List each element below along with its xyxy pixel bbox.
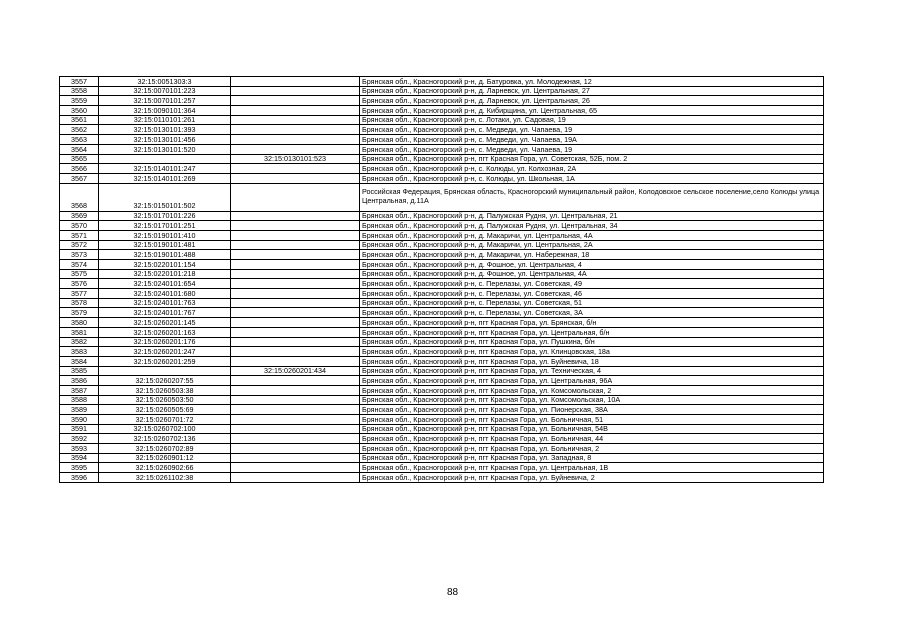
cadastral-number-alt-cell — [231, 347, 360, 357]
table-row — [60, 347, 824, 357]
cadastral-number-cell: 32:15:0260702:100 — [99, 424, 231, 434]
cadastral-number-alt-cell — [231, 298, 360, 308]
address-cell: Брянская обл., Красногорский р-н, пгт Красная Гора, ул. Брянская, б/н — [360, 318, 824, 328]
cadastral-number-alt-cell — [231, 115, 360, 125]
cadastral-number-cell: 32:15:0170101:226 — [99, 211, 231, 221]
row-number-cell: 3569 — [60, 211, 99, 221]
row-number-cell: 3594 — [60, 453, 99, 463]
cadastral-number-cell: 32:15:0170101:251 — [99, 221, 231, 231]
address-cell: Брянская обл., Красногорский р-н, с. Колюды, ул. Колхозная, 2А — [360, 164, 824, 174]
row-number-cell: 3579 — [60, 308, 99, 318]
address-cell: Брянская обл., Красногорский р-н, пгт Красная Гора, ул. Техническая, 4 — [360, 366, 824, 376]
row-number-cell: 3560 — [60, 106, 99, 116]
cadastral-number-cell: 32:15:0070101:257 — [99, 96, 231, 106]
table-row — [60, 211, 824, 221]
row-number-cell: 3570 — [60, 221, 99, 231]
address-cell: Брянская обл., Красногорский р-н, пгт Красная Гора, ул. Больничная, 2 — [360, 444, 824, 454]
table-row — [60, 240, 824, 250]
address-cell: Брянская обл., Красногорский р-н, с. Медведи, ул. Чапаева, 19 — [360, 144, 824, 154]
address-cell: Брянская обл., Красногорский р-н, пгт Красная Гора, ул. Больничная, 44 — [360, 434, 824, 444]
table-row — [60, 308, 824, 318]
row-number-cell: 3563 — [60, 135, 99, 145]
registry-table-body — [60, 77, 824, 483]
address-cell: Брянская обл., Красногорский р-н, пгт Красная Гора, ул. Центральная, б/н — [360, 327, 824, 337]
address-cell: Брянская обл., Красногорский р-н, с. Медведи, ул. Чапаева, 19 — [360, 125, 824, 135]
address-cell: Брянская обл., Красногорский р-н, д. Макаричи, ул. Набережная, 18 — [360, 250, 824, 260]
table-row — [60, 318, 824, 328]
table-row — [60, 260, 824, 270]
address-cell: Брянская обл., Красногорский р-н, д. Палужская Рудня, ул. Центральная, 34 — [360, 221, 824, 231]
cadastral-number-alt-cell — [231, 269, 360, 279]
cadastral-number-cell: 32:15:0130101:393 — [99, 125, 231, 135]
row-number-cell: 3587 — [60, 385, 99, 395]
row-number-cell: 3596 — [60, 473, 99, 483]
cadastral-number-alt-cell — [231, 96, 360, 106]
cadastral-number-cell: 32:15:0220101:218 — [99, 269, 231, 279]
address-cell: Российская Федерация, Брянская область, Красногорский муниципальный район, Колодовское сельское поселение,село Колюды улица Центральная, д.11А — [360, 183, 824, 211]
row-number-cell: 3582 — [60, 337, 99, 347]
cadastral-number-alt-cell — [231, 308, 360, 318]
row-number-cell: 3591 — [60, 424, 99, 434]
table-row — [60, 298, 824, 308]
cadastral-number-alt-cell — [231, 376, 360, 386]
table-row — [60, 405, 824, 415]
cadastral-number-alt-cell — [231, 405, 360, 415]
address-cell: Брянская обл., Красногорский р-н, с. Колюды, ул. Школьная, 1А — [360, 173, 824, 183]
address-cell: Брянская обл., Красногорский р-н, с. Перелазы, ул. Советская, 3А — [360, 308, 824, 318]
cadastral-number-alt-cell — [231, 473, 360, 483]
table-row — [60, 144, 824, 154]
table-row — [60, 250, 824, 260]
row-number-cell: 3564 — [60, 144, 99, 154]
row-number-cell: 3583 — [60, 347, 99, 357]
table-row — [60, 164, 824, 174]
cadastral-number-alt-cell — [231, 240, 360, 250]
cadastral-number-cell: 32:15:0140101:247 — [99, 164, 231, 174]
cadastral-number-alt-cell — [231, 289, 360, 299]
cadastral-number-cell: 32:15:0260503:50 — [99, 395, 231, 405]
table-row — [60, 395, 824, 405]
table-row — [60, 376, 824, 386]
cadastral-number-cell: 32:15:0090101:364 — [99, 106, 231, 116]
row-number-cell: 3573 — [60, 250, 99, 260]
table-row — [60, 289, 824, 299]
address-cell: Брянская обл., Красногорский р-н, пгт Красная Гора, ул. Советская, 52Б, пом. 2 — [360, 154, 824, 164]
address-cell: Брянская обл., Красногорский р-н, пгт Красная Гора, ул. Западная, 8 — [360, 453, 824, 463]
row-number-cell: 3589 — [60, 405, 99, 415]
row-number-cell: 3572 — [60, 240, 99, 250]
cadastral-number-alt-cell — [231, 221, 360, 231]
table-row — [60, 183, 824, 211]
row-number-cell: 3590 — [60, 415, 99, 425]
cadastral-number-alt-cell — [231, 183, 360, 211]
cadastral-number-alt-cell — [231, 318, 360, 328]
address-cell: Брянская обл., Красногорский р-н, д. Ларневск, ул. Центральная, 26 — [360, 96, 824, 106]
row-number-cell: 3575 — [60, 269, 99, 279]
address-cell: Брянская обл., Красногорский р-н, пгт Красная Гора, ул. Буйневича, 18 — [360, 356, 824, 366]
row-number-cell: 3574 — [60, 260, 99, 270]
cadastral-number-alt-cell — [231, 260, 360, 270]
cadastral-number-alt-cell — [231, 279, 360, 289]
address-cell: Брянская обл., Красногорский р-н, пгт Красная Гора, ул. Пушкина, б/н — [360, 337, 824, 347]
address-cell: Брянская обл., Красногорский р-н, д. Батуровка, ул. Молодежная, 12 — [360, 77, 824, 87]
table-row — [60, 173, 824, 183]
table-row — [60, 154, 824, 164]
cadastral-number-cell: 32:15:0130101:520 — [99, 144, 231, 154]
table-row — [60, 473, 824, 483]
address-cell: Брянская обл., Красногорский р-н, д. Кибирщина, ул. Центральная, 65 — [360, 106, 824, 116]
address-cell: Брянская обл., Красногорский р-н, д. Ларневск, ул. Центральная, 27 — [360, 86, 824, 96]
address-cell: Брянская обл., Красногорский р-н, пгт Красная Гора, ул. Пионерская, 38А — [360, 405, 824, 415]
cadastral-number-alt-cell — [231, 125, 360, 135]
cadastral-number-alt-cell — [231, 327, 360, 337]
row-number-cell: 3586 — [60, 376, 99, 386]
cadastral-number-alt-cell — [231, 395, 360, 405]
address-cell: Брянская обл., Красногорский р-н, д. Макаричи, ул. Центральная, 2А — [360, 240, 824, 250]
table-row — [60, 415, 824, 425]
row-number-cell: 3562 — [60, 125, 99, 135]
table-row — [60, 221, 824, 231]
address-cell: Брянская обл., Красногорский р-н, с. Медведи, ул. Чапаева, 19А — [360, 135, 824, 145]
row-number-cell: 3576 — [60, 279, 99, 289]
cadastral-number-alt-cell — [231, 173, 360, 183]
cadastral-number-alt-cell — [231, 77, 360, 87]
cadastral-number-cell: 32:15:0240101:763 — [99, 298, 231, 308]
table-row — [60, 444, 824, 454]
cadastral-number-alt-cell — [231, 434, 360, 444]
cadastral-number-alt-cell — [231, 144, 360, 154]
cadastral-number-cell: 32:15:0140101:269 — [99, 173, 231, 183]
cadastral-number-cell — [99, 154, 231, 164]
row-number-cell: 3595 — [60, 463, 99, 473]
cadastral-number-cell: 32:15:0190101:481 — [99, 240, 231, 250]
cadastral-number-alt-cell — [231, 415, 360, 425]
cadastral-number-alt-cell: 32:15:0260201:434 — [231, 366, 360, 376]
cadastral-number-cell: 32:15:0150101:502 — [99, 183, 231, 211]
address-cell: Брянская обл., Красногорский р-н, пгт Красная Гора, ул. Больничная, 54В — [360, 424, 824, 434]
cadastral-number-cell: 32:15:0240101:680 — [99, 289, 231, 299]
cadastral-number-alt-cell — [231, 453, 360, 463]
cadastral-number-cell: 32:15:0240101:654 — [99, 279, 231, 289]
cadastral-number-cell: 32:15:0260201:145 — [99, 318, 231, 328]
cadastral-number-cell: 32:15:0260505:69 — [99, 405, 231, 415]
address-cell: Брянская обл., Красногорский р-н, пгт Красная Гора, ул. Буйневича, 2 — [360, 473, 824, 483]
registry-table — [59, 76, 824, 483]
cadastral-number-cell: 32:15:0261102:38 — [99, 473, 231, 483]
cadastral-number-cell: 32:15:0260201:247 — [99, 347, 231, 357]
cadastral-number-cell: 32:15:0260701:72 — [99, 415, 231, 425]
cadastral-number-cell: 32:15:0110101:261 — [99, 115, 231, 125]
table-row — [60, 125, 824, 135]
cadastral-number-alt-cell — [231, 230, 360, 240]
row-number-cell: 3566 — [60, 164, 99, 174]
cadastral-number-alt-cell — [231, 211, 360, 221]
address-cell: Брянская обл., Красногорский р-н, д. Палужская Рудня, ул. Центральная, 21 — [360, 211, 824, 221]
address-cell: Брянская обл., Красногорский р-н, пгт Красная Гора, ул. Комсомольская, 10А — [360, 395, 824, 405]
row-number-cell: 3567 — [60, 173, 99, 183]
table-row — [60, 356, 824, 366]
cadastral-number-cell: 32:15:0260503:38 — [99, 385, 231, 395]
row-number-cell: 3568 — [60, 183, 99, 211]
table-row — [60, 463, 824, 473]
address-cell: Брянская обл., Красногорский р-н, с. Лотаки, ул. Садовая, 19 — [360, 115, 824, 125]
row-number-cell: 3561 — [60, 115, 99, 125]
row-number-cell: 3580 — [60, 318, 99, 328]
cadastral-number-alt-cell — [231, 106, 360, 116]
address-cell: Брянская обл., Красногорский р-н, с. Перелазы, ул. Советская, 51 — [360, 298, 824, 308]
row-number-cell: 3585 — [60, 366, 99, 376]
table-row — [60, 279, 824, 289]
cadastral-number-alt-cell: 32:15:0130101:523 — [231, 154, 360, 164]
cadastral-number-cell: 32:15:0190101:488 — [99, 250, 231, 260]
table-row — [60, 366, 824, 376]
address-cell: Брянская обл., Красногорский р-н, д. Макаричи, ул. Центральная, 4А — [360, 230, 824, 240]
cadastral-number-alt-cell — [231, 356, 360, 366]
cadastral-number-alt-cell — [231, 385, 360, 395]
cadastral-number-cell: 32:15:0220101:154 — [99, 260, 231, 270]
row-number-cell: 3588 — [60, 395, 99, 405]
table-row — [60, 269, 824, 279]
row-number-cell: 3558 — [60, 86, 99, 96]
cadastral-number-cell: 32:15:0260201:176 — [99, 337, 231, 347]
cadastral-number-cell — [99, 366, 231, 376]
cadastral-number-cell: 32:15:0260207:55 — [99, 376, 231, 386]
address-cell: Брянская обл., Красногорский р-н, пгт Красная Гора, ул. Центральная, 96А — [360, 376, 824, 386]
row-number-cell: 3584 — [60, 356, 99, 366]
row-number-cell: 3571 — [60, 230, 99, 240]
row-number-cell: 3565 — [60, 154, 99, 164]
address-cell: Брянская обл., Красногорский р-н, пгт Красная Гора, ул. Больничная, 51 — [360, 415, 824, 425]
row-number-cell: 3592 — [60, 434, 99, 444]
address-cell: Брянская обл., Красногорский р-н, пгт Красная Гора, ул. Центральная, 1В — [360, 463, 824, 473]
table-row — [60, 434, 824, 444]
address-cell: Брянская обл., Красногорский р-н, д. Фошное, ул. Центральная, 4А — [360, 269, 824, 279]
cadastral-number-alt-cell — [231, 250, 360, 260]
row-number-cell: 3577 — [60, 289, 99, 299]
table-row — [60, 337, 824, 347]
table-row — [60, 106, 824, 116]
cadastral-number-alt-cell — [231, 164, 360, 174]
table-row — [60, 96, 824, 106]
cadastral-number-cell: 32:15:0260902:66 — [99, 463, 231, 473]
table-row — [60, 327, 824, 337]
address-cell: Брянская обл., Красногорский р-н, с. Перелазы, ул. Советская, 49 — [360, 279, 824, 289]
address-cell: Брянская обл., Красногорский р-н, с. Перелазы, ул. Советская, 46 — [360, 289, 824, 299]
cadastral-number-cell: 32:15:0130101:456 — [99, 135, 231, 145]
row-number-cell: 3559 — [60, 96, 99, 106]
row-number-cell: 3557 — [60, 77, 99, 87]
table-row — [60, 77, 824, 87]
cadastral-number-cell: 32:15:0190101:410 — [99, 230, 231, 240]
row-number-cell: 3593 — [60, 444, 99, 454]
cadastral-number-alt-cell — [231, 337, 360, 347]
table-row — [60, 230, 824, 240]
address-cell: Брянская обл., Красногорский р-н, пгт Красная Гора, ул. Комсомольская, 2 — [360, 385, 824, 395]
table-row — [60, 385, 824, 395]
page-number: 88 — [446, 587, 459, 598]
cadastral-number-alt-cell — [231, 444, 360, 454]
table-row — [60, 135, 824, 145]
table-row — [60, 86, 824, 96]
cadastral-number-cell: 32:15:0260702:89 — [99, 444, 231, 454]
row-number-cell: 3581 — [60, 327, 99, 337]
address-cell: Брянская обл., Красногорский р-н, пгт Красная Гора, ул. Клинцовская, 18а — [360, 347, 824, 357]
cadastral-number-alt-cell — [231, 86, 360, 96]
cadastral-number-cell: 32:15:0070101:223 — [99, 86, 231, 96]
table-row — [60, 115, 824, 125]
cadastral-number-alt-cell — [231, 135, 360, 145]
table-row — [60, 424, 824, 434]
cadastral-number-cell: 32:15:0260201:259 — [99, 356, 231, 366]
cadastral-number-cell: 32:15:0240101:767 — [99, 308, 231, 318]
cadastral-number-alt-cell — [231, 424, 360, 434]
cadastral-number-cell: 32:15:0260702:136 — [99, 434, 231, 444]
table-row — [60, 453, 824, 463]
cadastral-number-alt-cell — [231, 463, 360, 473]
address-cell: Брянская обл., Красногорский р-н, д. Фошное, ул. Центральная, 4 — [360, 260, 824, 270]
cadastral-number-cell: 32:15:0051303:3 — [99, 77, 231, 87]
row-number-cell: 3578 — [60, 298, 99, 308]
cadastral-number-cell: 32:15:0260201:163 — [99, 327, 231, 337]
cadastral-number-cell: 32:15:0260901:12 — [99, 453, 231, 463]
